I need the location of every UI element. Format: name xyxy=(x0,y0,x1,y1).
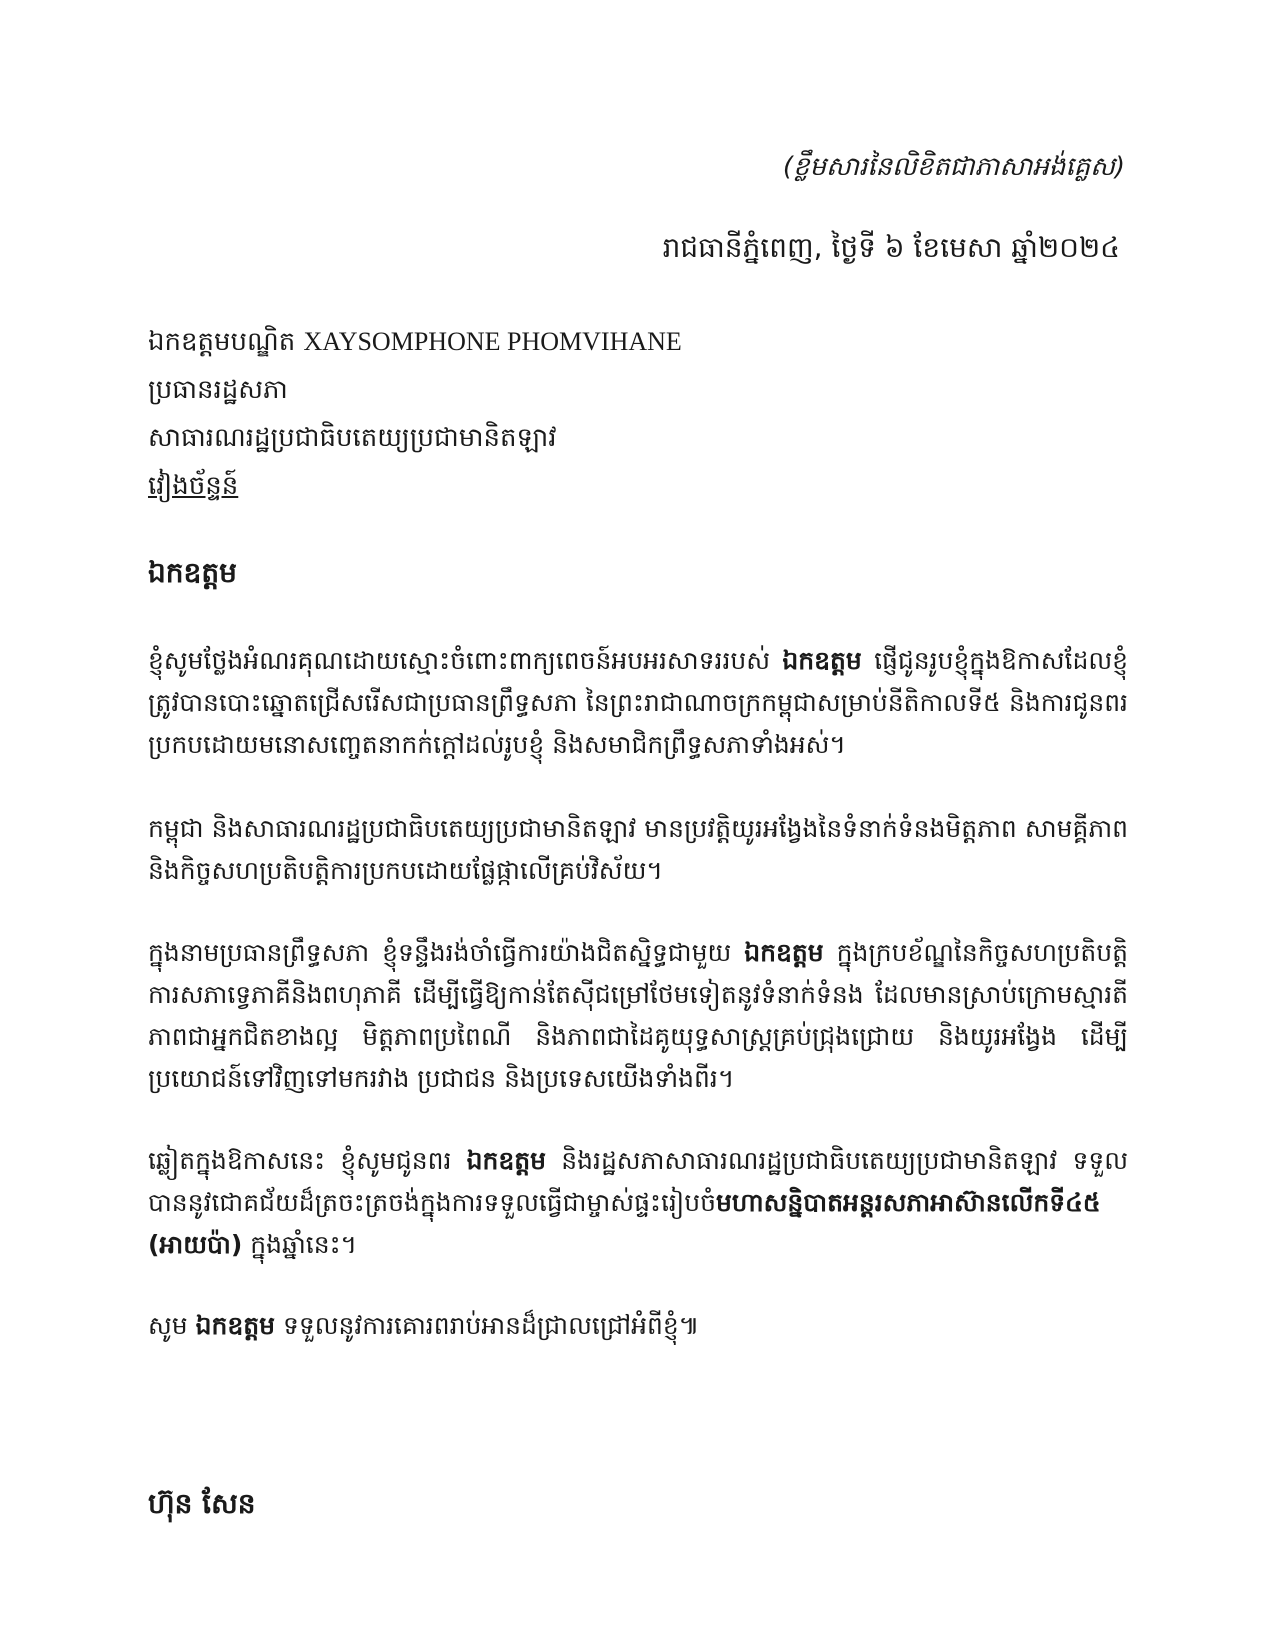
paragraph-1-bold: ឯកឧត្តម xyxy=(782,646,862,675)
salutation: ឯកឧត្តម xyxy=(148,556,237,589)
paragraph-4-bold: ឯកឧត្តម xyxy=(466,1146,547,1175)
paragraph-5-part-c: ទទួលនូវការគោរពរាប់អានដ៏ជ្រាលជ្រៅអំពីខ្ញុំ៕ xyxy=(282,1311,700,1340)
recipient-block xyxy=(148,318,682,510)
paragraph-2: កម្ពុជា និងសាធារណរដ្ឋប្រជាធិបតេយ្យប្រជាមានិតឡាវ មានប្រវត្តិយូរអង្វែងនៃទំនាក់ទំនងមិត្តភាព សាមគ្គីភាព និងកិច្ចសហប្រតិបត្តិការប្រកបដោយផ្លែផ្កាលើគ្រប់វិស័យ។ xyxy=(148,814,1128,885)
date-line: រាជធានីភ្នំពេញ, ថ្ងៃទី ៦ ខែមេសា ឆ្នាំ២០២៤ xyxy=(662,231,1120,264)
paragraph-4-event-name: មហាសន្និបាតអន្តរសភាអាស៊ានលើកទី៤៥ (អាយប៉ា) xyxy=(148,1188,1101,1259)
recipient-name: XAYSOMPHONE PHOMVIHANE xyxy=(303,327,682,356)
signature-name: ហ៊ុន សែន xyxy=(148,1487,256,1520)
paragraph-4-part-a: ឆ្លៀតក្នុងឱកាសនេះ ខ្ញុំសូមជូនពរ xyxy=(148,1146,452,1175)
paragraph-1-part-c: ផ្ញើជូនរូបខ្ញុំក្នុងឱកាសដែលខ្ញុំត្រូវបានបោះឆ្នោតជ្រើសរើសជាប្រធានព្រឹទ្ធសភា នៃព្រះរាជាណាចក្រកម្ពុជាសម្រាប់នីតិកាលទី៥ និងការជូនពរប្រកបដោយមនោសញ្ចេតនាកក់ក្តៅដល់រូបខ្ញុំ និងសមាជិកព្រឹទ្ធសភាទាំងអស់។ xyxy=(148,646,1128,759)
paragraph-3-part-a: ក្នុងនាមប្រធានព្រឹទ្ធសភា ខ្ញុំទន្ទឹងរង់ចាំធ្វើការយ៉ាងជិតស្និទ្ធជាមួយ xyxy=(148,938,732,967)
paragraph-1 xyxy=(148,640,1128,766)
paragraph-5-part-a: សូម xyxy=(148,1311,188,1340)
paragraph-4 xyxy=(148,1140,1128,1266)
paragraph-5-bold: ឯកឧត្តម xyxy=(195,1311,275,1340)
paragraph-1-part-a: ខ្ញុំសូមថ្លែងអំណរគុណដោយស្មោះចំពោះពាក្យពេចន៍អបអរសាទររបស់ xyxy=(148,646,771,675)
paragraph-4-part-c: និងរដ្ឋសភាសាធារណរដ្ឋប្រជាធិបតេយ្យប្រជាមានិតឡាវ ទទួលបាននូវជោគជ័យដ៏ត្រចះត្រចង់ក្នុងការទទួលធ្វើជាម្ចាស់ផ្ទះរៀបចំ xyxy=(148,1146,1129,1217)
recipient-position: ប្រធានរដ្ឋសភា xyxy=(148,375,288,405)
paragraph-4-part-e: ក្នុងឆ្នាំនេះ។ xyxy=(250,1230,358,1259)
recipient-country: សាធារណរដ្ឋប្រជាធិបតេយ្យប្រជាមានិតឡាវ xyxy=(148,423,557,453)
recipient-title-prefix: ឯកឧត្តមបណ្ឌិត xyxy=(148,327,296,357)
paragraph-3-part-c: ក្នុងក្របខ័ណ្ឌនៃកិច្ចសហប្រតិបត្តិការសភាទ្វេភាគីនិងពហុភាគី ដើម្បីធ្វើឱ្យកាន់តែស៊ីជម្រៅថែមទៀតនូវទំនាក់ទំនង ដែលមានស្រាប់ក្រោមស្មារតីភាពជាអ្នកជិតខាងល្អ មិត្តភាពប្រពៃណី និងភាពជាដៃគូយុទ្ធសាស្ត្រគ្រប់ជ្រុងជ្រោយ និងយូរអង្វែង ដើម្បីប្រយោជន៍ទៅវិញទៅមករវាង ប្រជាជន និងប្រទេសយើងទាំងពីរ។ xyxy=(148,938,1129,1093)
paragraph-3 xyxy=(148,932,1128,1100)
paragraph-3-bold: ឯកឧត្តម xyxy=(744,938,824,967)
recipient-city: វៀងច័ន្ទន៍ xyxy=(148,471,239,501)
translation-note: (ខ្លឹមសារនៃលិខិតជាភាសាអង់គ្លេស) xyxy=(782,152,1125,182)
paragraph-5 xyxy=(148,1305,1128,1347)
recipient-name-line xyxy=(148,318,682,366)
